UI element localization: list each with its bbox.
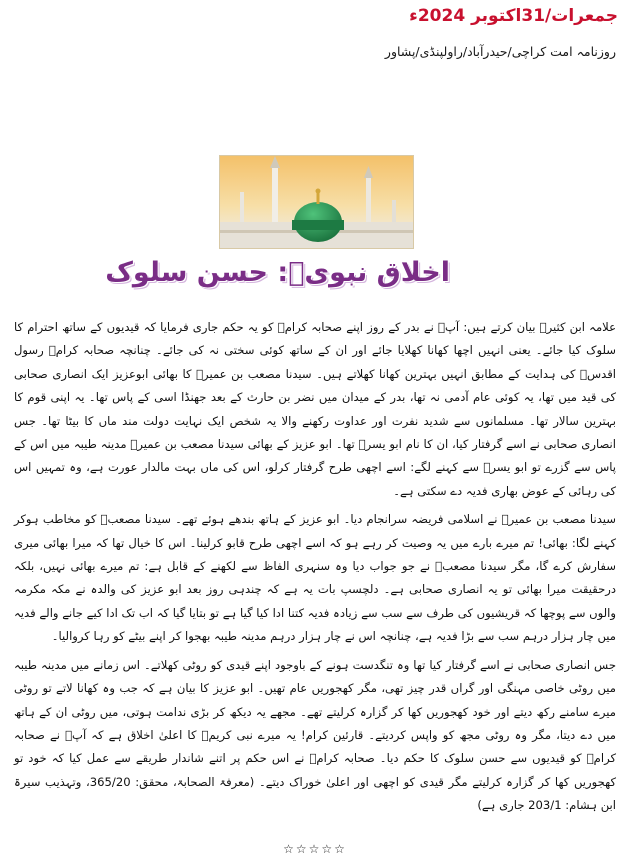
article-end-stars: ☆☆☆☆☆ [283, 842, 347, 856]
publication-date: جمعرات/31اکتوبر 2024ء [409, 6, 618, 26]
article-body [14, 316, 616, 823]
mosque-dome-illustration [219, 155, 414, 249]
article-title: اخلاق نبویؐ: حسن سلوک [105, 257, 450, 288]
newspaper-source: روزنامہ امت کراچی/حیدرآباد/راولپنڈی/پشاور [384, 44, 616, 59]
green-dome-base [292, 220, 344, 230]
dome-finial [317, 192, 320, 204]
article-paragraph: علامہ ابن کثیرؒ بیان کرتے ہیں: آپؐ نے بدر کے روز اپنے صحابہ کرامؓ کو یہ حکم جاری فرمایا کہ قیدیوں کے ساتھ احترام کا سلوک کیا جائے۔ یعنی انہیں اچھا کھانا کھلایا جائے اور ان کے ساتھ کوئی سختی نہ کی جائے۔ چنانچہ صحابہ کرامؓ رسول اقدسؐ کی ہدایت کے مطابق انہیں بہترین کھانا کھلاتے ہیں۔ سیدنا مصعب بن عمیرؓ کا بھائی ابوعزیز ایک انصاری صحابی کی قید میں تھا، یہ کوئی عام آدمی نہ تھا، بدر کے میدان میں نضر بن حارث کے بعد جھنڈا اسی کے پاس تھا۔ یہ اپنی قوم کا بہترین سالار تھا۔ مسلمانوں سے شدید نفرت اور عداوت رکھنے والا یہ شخص ایک نہایت دولت مند ماں کا بیٹا تھا۔ جس انصاری صحابی نے اسے گرفتار کیا، ان کا نام ابو یسرؓ تھا۔ ابو عزیز کے بھائی سیدنا مصعب بن عمیرؓ مدینہ طیبہ میں اس کے پاس سے گزرے تو ابو یسرؓ سے کہنے لگے: اسے اچھی طرح گرفتار کرلو، اس کی ماں بہت مالدار عورت ہے، وہ تمہیں اس کی رہائی کے عوض بھاری فدیہ دے سکتی ہے۔ [14, 320, 616, 498]
dome-crescent [316, 189, 321, 194]
article-paragraph: جس انصاری صحابی نے اسے گرفتار کیا تھا وہ تنگدست ہونے کے باوجود اپنے قیدی کو روٹی کھلاتے۔ اس زمانے میں مدینہ طیبہ میں روٹی خاصی مہنگی اور گراں قدر چیز تھی، مگر کھجوریں عام تھیں۔ ابو عزیز کا بیان ہے کہ جب وہ کھانا لاتے تو روٹی میرے سامنے رکھ دیتے اور خود کھجوریں کھا کر گزارہ کرلیتے تھے۔ مجھے یہ دیکھ کر بڑی ندامت ہوتی، میں روٹی ان کے ہاتھ میں دے دیتا، مگر وہ روٹی مجھ کو واپس کردیتے۔ قارئین کرام! یہ میرے نبی کریمؐ کا اعلیٰ اخلاق ہے کہ آپؐ نے صحابہ کرامؓ کو قیدیوں سے حسن سلوک کا حکم دیا۔ صحابہ کرامؓ نے اس حکم پر اتنے شاندار طریقے سے عمل کیا کہ خود تو کھجوریں کھا کر گزارہ کرلیتے مگر قیدی کو اچھی اور اعلیٰ خوراک دیتے۔ (معرفۃ الصحابۃ، محقق: 365/20، وتہذیب سیرۃ ابن ہشام: 203/1 جاری ہے) [14, 657, 616, 813]
article-paragraph: سیدنا مصعب بن عمیرؓ نے اسلامی فریضہ سرانجام دیا۔ ابو عزیز کے ہاتھ بندھے ہوئے تھے۔ سیدنا مصعبؓ کو مخاطب ہوکر کہنے لگا: بھائی! تم میرے بارے میں یہ وصیت کر رہے ہو کہ اسے اچھی طرح قابو کرلینا۔ اس کا خیال تھا کہ میرا بھائی میری سفارش کرے گا، مگر سیدنا مصعبؓ نے جو جواب دیا وہ سنہری الفاظ سے لکھنے کے قابل ہے: تم میرے بھائی نہیں، بلکہ درحقیقت میرا بھائی تو یہ انصاری صحابی ہے۔ دلچسپ بات یہ ہے کہ چندہی روز بعد ابو عزیز کی والدہ نے مکہ مکرمہ والوں سے پوچھا کہ قریشیوں کی طرف سے سب سے زیادہ فدیہ کتنا ادا کیا گیا ہے تو بتایا گیا کہ اب تک ادا کیے جانے والے فدیہ میں چار ہزار درہم سب سے بڑا فدیہ ہے، چنانچہ اس نے چار ہزار درہم مدینہ طیبہ بھجوا کر اپنے بیٹے کو رہا کروالیا۔ [14, 512, 616, 644]
